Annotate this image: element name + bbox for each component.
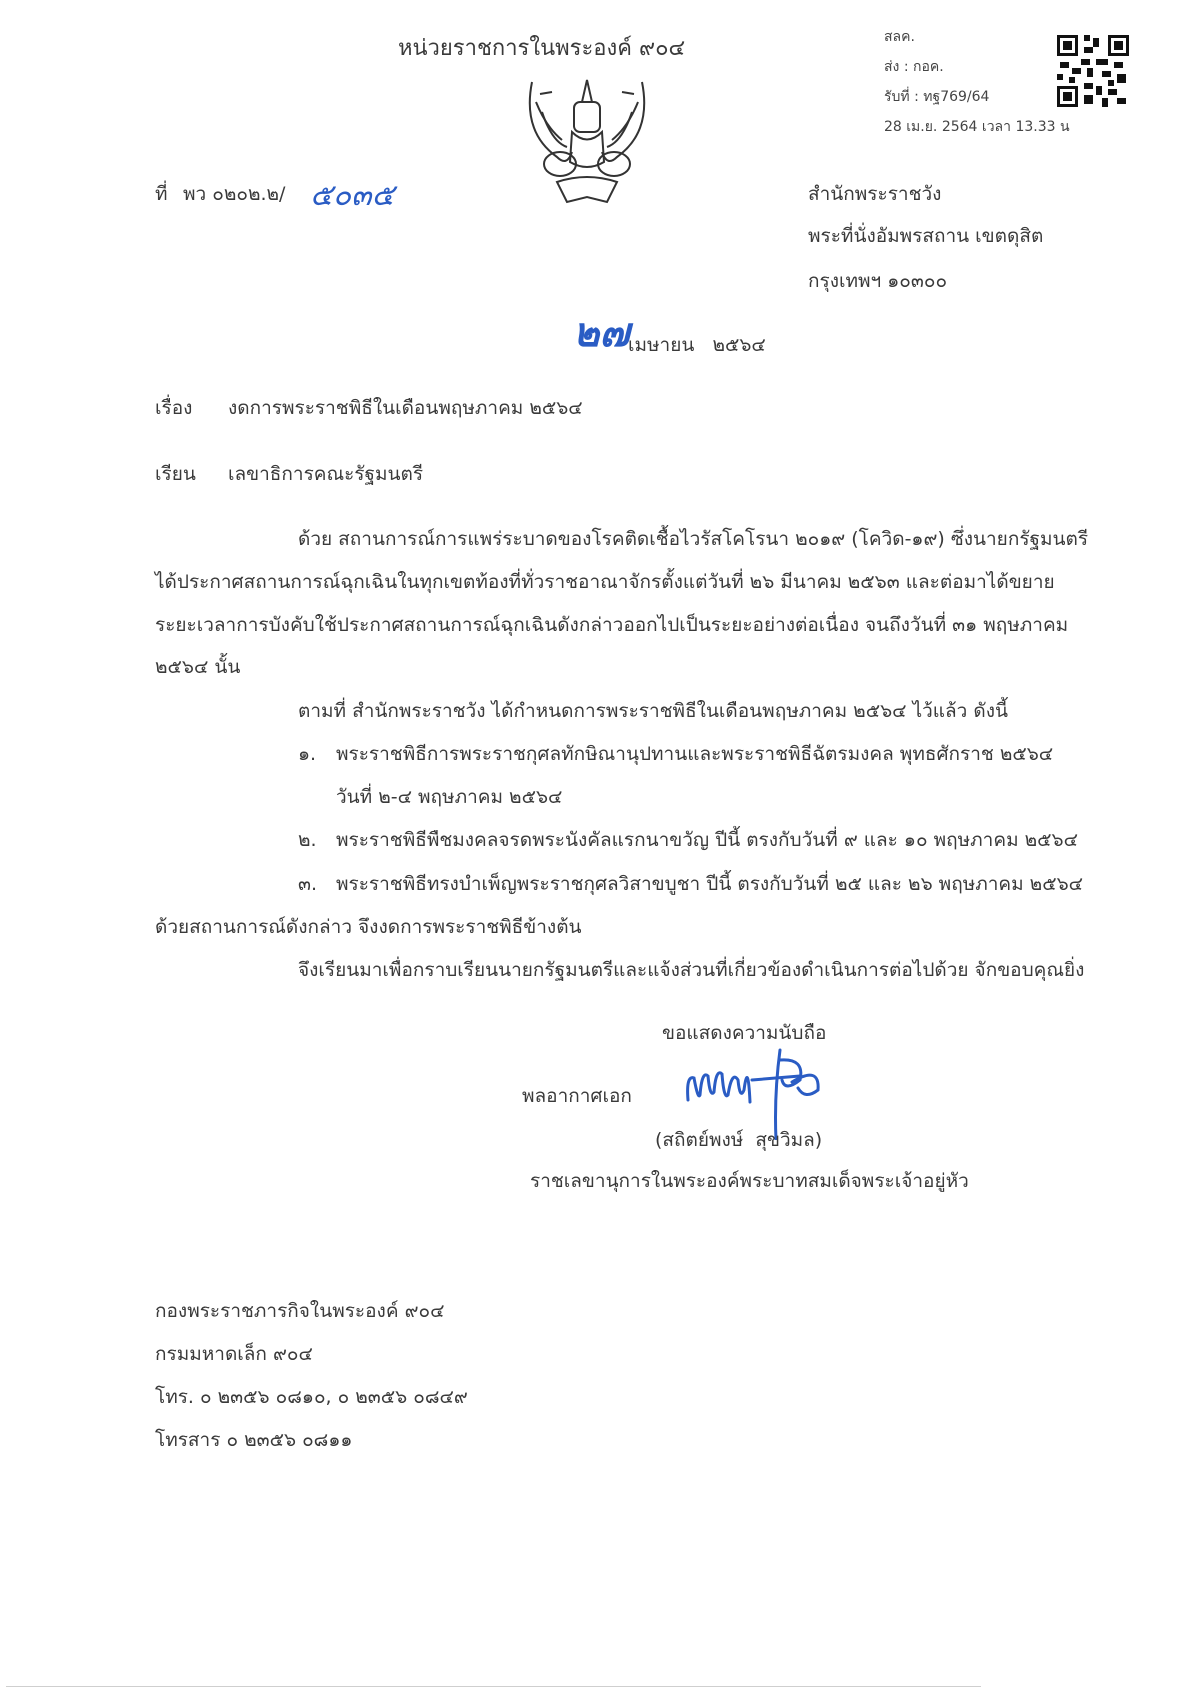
item-2-text: พระราชพิธีพืชมงคลจรดพระนังคัลแรกนาขวัญ ปีนี้ ตรงกับวันที่ ๙ และ ๑๐ พฤษภาคม ๒๕๖๔ [336,829,1078,851]
item-1-date: วันที่ ๒-๔ พฤษภาคม ๒๕๖๔ [336,786,563,808]
garuda-emblem-icon [512,72,662,212]
ref-number: พว ๐๒๐๒.๒/ [183,183,286,205]
signer-name: (สถิตย์พงษ์ สุขวิมล) [655,1129,823,1151]
signer-position: ราชเลขานุการในพระองค์พระบาทสมเด็จพระเจ้าอยู่หัว [530,1170,969,1192]
signature-handwritten-icon [680,1040,850,1140]
subject-label: เรื่อง [155,397,193,419]
item-3-text: พระราชพิธีทรงบำเพ็ญพระราชกุศลวิสาขบูชา ปีนี้ ตรงกับวันที่ ๒๕ และ ๒๖ พฤษภาคม ๒๕๖๔ [336,873,1084,895]
stamp-line-1: สลค. [884,29,915,45]
para1-line-1: ด้วย สถานการณ์การแพร่ระบาดของโรคติดเชื้อไวรัสโคโรนา ๒๐๑๙ (โควิด-๑๙) ซึ่งนายกรัฐมนตรี [298,528,1089,550]
subject-text: งดการพระราชพิธีในเดือนพฤษภาคม ๒๕๖๔ [228,397,583,419]
date-month-year: เมษายน ๒๕๖๔ [628,334,766,356]
item-1-number: ๑. [298,743,317,765]
page-bottom-divider [6,1686,981,1687]
sender-line-2: พระที่นั่งอัมพรสถาน เขตดุสิต [808,225,1044,247]
para2: ตามที่ สำนักพระราชวัง ได้กำหนดการพระราชพิธีในเดือนพฤษภาคม ๒๕๖๔ ไว้แล้ว ดังนี้ [298,700,1008,722]
footer-line-3: โทร. ๐ ๒๓๕๖ ๐๘๑๐, ๐ ๒๓๕๖ ๐๘๔๙ [155,1386,468,1408]
item-1-text: พระราชพิธีการพระราชกุศลทักษิณานุปทานและพระราชพิธีฉัตรมงคล พุทธศักราช ๒๕๖๔ [336,743,1054,765]
sender-line-1: สำนักพระราชวัง [808,183,942,205]
date-day-handwritten: ๒๗ [573,309,630,356]
addressee-text: เลขาธิการคณะรัฐมนตรี [228,463,424,485]
sender-line-3: กรุงเทพฯ ๑๐๓๐๐ [808,270,948,292]
closing: จึงเรียนมาเพื่อกราบเรียนนายกรัฐมนตรีและแจ้งส่วนที่เกี่ยวข้องดำเนินการต่อไปด้วย จักขอบคุณยิ่ง [298,959,1085,981]
addressee-label: เรียน [155,463,196,485]
qr-code-icon [1057,34,1129,108]
para1-line-3: ระยะเวลาการบังคับใช้ประกาศสถานการณ์ฉุกเฉินดังกล่าวออกไปเป็นระยะอย่างต่อเนื่อง จนถึงวันที่ ๓๑ พฤษภาคม [155,614,1069,636]
stamp-line-4: 28 เม.ย. 2564 เวลา 13.33 น [884,119,1070,135]
item-3-number: ๓. [298,873,318,895]
salutation: ขอแสดงความนับถือ [662,1022,827,1044]
item-2-number: ๒. [298,829,317,851]
stamp-line-3: รับที่ : ทฐ769/64 [884,89,990,105]
ref-label: ที่ [155,183,168,205]
footer-line-2: กรมมหาดเล็ก ๙๐๔ [155,1343,313,1365]
footer-line-1: กองพระราชภารกิจในพระองค์ ๙๐๔ [155,1300,445,1322]
para1-line-2: ได้ประกาศสถานการณ์ฉุกเฉินในทุกเขตท้องที่ทั่วราชอาณาจักรตั้งแต่วันที่ ๒๖ มีนาคม ๒๕๖๓ และต่อมาได้ขยาย [155,571,1055,593]
signer-rank: พลอากาศเอก [522,1085,632,1107]
agency-header: หน่วยราชการในพระองค์ ๙๐๔ [398,36,686,61]
footer-line-4: โทรสาร ๐ ๒๓๕๖ ๐๘๑๑ [155,1429,353,1451]
stamp-line-2: ส่ง : กอค. [884,59,944,75]
conclusion: ด้วยสถานการณ์ดังกล่าว จึงงดการพระราชพิธีข้างต้น [155,916,582,938]
ref-handwritten: ๕๐๓๕ [310,178,395,213]
para1-line-4: ๒๕๖๔ นั้น [155,656,241,678]
